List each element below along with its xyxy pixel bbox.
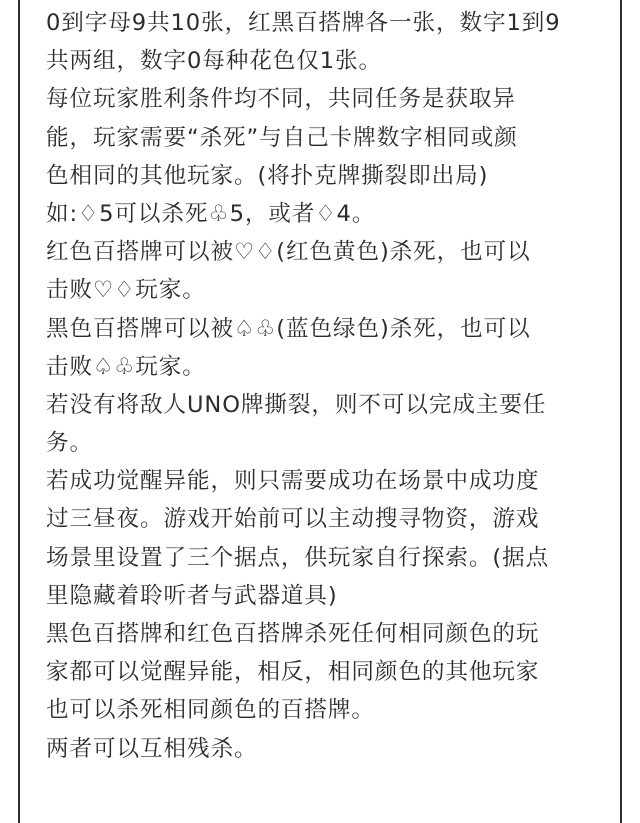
text-line: 黑色百搭牌和红色百搭牌杀死任何相同颜色的玩 (46, 621, 540, 647)
text-line: 场景里设置了三个据点，供玩家自行探索。(据点 (46, 544, 550, 571)
text-line: 务。 (46, 430, 93, 457)
text-line: 若成功觉醒异能，则只需要成功在场景中成功度 (46, 468, 540, 495)
text-line: 击败♤♧玩家。 (46, 353, 206, 380)
text-line: 两者可以互相残杀。 (46, 735, 258, 762)
text-line: 家都可以觉醒异能，相反，相同颜色的其他玩家 (46, 659, 540, 686)
text-line: 每位玩家胜利条件均不同，共同任务是获取异 (46, 86, 516, 113)
text-line: 也可以杀死相同颜色的百搭牌。 (46, 697, 375, 724)
text-line: 若没有将敌人UNO牌撕裂，则不可以完成主要任 (46, 391, 547, 418)
text-line: 击败♡♢玩家。 (46, 277, 206, 304)
document-card (18, 0, 622, 823)
text-line: 红色百搭牌可以被♡♢(红色黄色)杀死，也可以 (46, 239, 531, 266)
text-line: 能，玩家需要“杀死”与自己卡牌数字相同或颜 (46, 124, 518, 151)
text-line: 黑色百搭牌可以被♤♧(蓝色绿色)杀死，也可以 (46, 315, 531, 342)
text-line: 共两组，数字0每种花色仅1张。 (46, 48, 382, 75)
text-line: 过三昼夜。游戏开始前可以主动搜寻物资，游戏 (46, 506, 540, 533)
text-line: 色相同的其他玩家。(将扑克牌撕裂即出局) (46, 162, 489, 189)
text-line: 0到字母9共10张，红黑百搭牌各一张，数字1到9 (46, 10, 561, 36)
text-line: 如:♢5可以杀死♧5，或者♢4。 (46, 200, 376, 227)
rules-text (46, 4, 626, 768)
text-line: 里隐藏着聆听者与武器道具) (46, 582, 338, 609)
